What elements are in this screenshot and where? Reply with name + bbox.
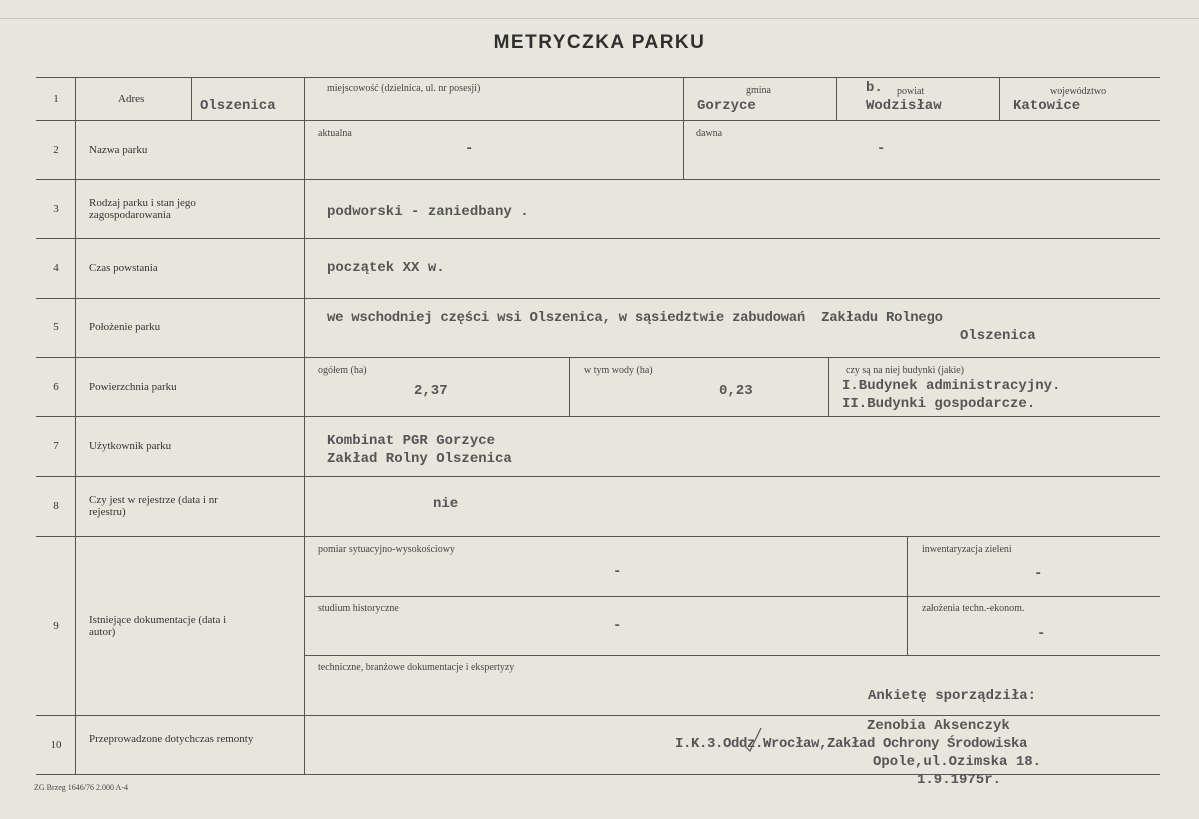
row-label-dokumentacje: Istniejące dokumentacje (data i autor) [89, 614, 227, 638]
row-label-uzytkownik: Użytkownik parku [89, 440, 172, 452]
grid-line [907, 536, 908, 655]
signature-line3: I.K.3.Oddz.Wrocław,Zakład Ochrony Środowiska [675, 736, 1028, 752]
row-label-adres: Adres [118, 93, 145, 105]
grid-line [36, 120, 1160, 121]
header-ogolem: ogółem (ha) [318, 365, 367, 376]
value-polozenie-line2: Olszenica [960, 328, 1036, 344]
signature-line2: Zenobia Aksenczyk [867, 718, 1010, 734]
grid-line [36, 298, 1160, 299]
value-rejestr: nie [433, 496, 459, 512]
header-wojewodztwo: województwo [1050, 86, 1107, 97]
grid-line [36, 238, 1160, 239]
print-footer: ZG Brzeg 1646/76 2.000 A-4 [34, 783, 128, 792]
header-wody: w tym wody (ha) [584, 365, 653, 376]
form-title: METRYCZKA PARKU [493, 32, 706, 53]
grid-line [304, 77, 305, 774]
header-aktualna: aktualna [318, 128, 352, 139]
row-number: 5 [53, 321, 59, 333]
value-rodzaj: podworski - zaniedbany . [327, 204, 529, 220]
header-zalozenia: założenia techn.-ekonom. [922, 603, 1025, 614]
row-number: 1 [53, 93, 59, 105]
value-wojewodztwo: Katowice [1013, 98, 1081, 114]
header-inwentaryzacja: inwentaryzacja zieleni [922, 544, 1012, 555]
value-budynki-2: II.Budynki gospodarcze. [842, 396, 1036, 412]
row-label-remonty: Przeprowadzone dotychczas remonty [89, 733, 254, 745]
row-number: 3 [53, 203, 59, 215]
header-gmina: gmina [746, 85, 771, 96]
value-b-prefix: b. [866, 80, 883, 96]
row-number: 7 [53, 440, 59, 452]
value-studium: - [613, 618, 622, 634]
header-pomiar: pomiar sytuacyjno-wysokościowy [318, 544, 455, 555]
row-number: 4 [53, 262, 59, 274]
value-pomiar: - [613, 564, 622, 580]
row-label-nazwa: Nazwa parku [89, 144, 148, 156]
value-miejscowosc: Olszenica [200, 98, 276, 114]
grid-line [36, 357, 1160, 358]
grid-line [36, 77, 1160, 78]
row-number: 10 [50, 739, 62, 751]
value-aktualna: - [465, 141, 474, 157]
grid-line [75, 77, 76, 774]
signature-line5: 1.9.1975r. [917, 772, 1002, 788]
grid-line [36, 715, 1160, 716]
signature-line1: Ankietę sporządziła: [868, 688, 1037, 704]
value-czas: początek XX w. [327, 260, 445, 276]
header-studium: studium historyczne [318, 603, 399, 614]
pen-stroke-icon [743, 726, 763, 752]
header-dawna: dawna [696, 128, 723, 139]
value-inwentaryzacja: - [1034, 566, 1043, 582]
row-label-powierzchnia: Powierzchnia parku [89, 381, 177, 393]
row-label-czas: Czas powstania [89, 262, 158, 274]
grid-line [683, 77, 684, 179]
value-polozenie-line1: we wschodniej części wsi Olszenica, w sąsiedztwie zabudowań Zakładu Rolnego [327, 310, 943, 326]
value-budynki-1: I.Budynek administracyjny. [842, 378, 1061, 394]
grid-line [36, 536, 1160, 537]
grid-line [304, 655, 1160, 656]
header-powiat: powiat [897, 86, 925, 97]
row-label-rejestr: Czy jest w rejestrze (data i nr rejestru) [89, 494, 218, 518]
signature-line4: Opole,ul.Ozimska 18. [873, 754, 1042, 770]
grid-line [836, 77, 837, 120]
value-powiat: Wodzisław [866, 98, 942, 114]
row-number: 2 [53, 144, 59, 156]
grid-line [191, 77, 192, 120]
grid-line [304, 596, 1160, 597]
row-number: 8 [53, 500, 59, 512]
value-gmina: Gorzyce [697, 98, 756, 114]
value-zalozenia: - [1037, 626, 1046, 642]
header-techniczne: techniczne, branżowe dokumentacje i ekspertyzy [318, 662, 515, 673]
row-number: 6 [53, 381, 59, 393]
grid-line [569, 357, 570, 416]
value-uzytkownik-line2: Zakład Rolny Olszenica [327, 451, 512, 467]
grid-line [36, 416, 1160, 417]
page-top-edge [0, 18, 1199, 19]
grid-line [36, 476, 1160, 477]
value-ogolem: 2,37 [414, 383, 448, 399]
value-dawna: - [877, 141, 886, 157]
header-budynki: czy są na niej budynki (jakie) [846, 365, 965, 376]
grid-line [999, 77, 1000, 120]
value-wody: 0,23 [719, 383, 753, 399]
row-label-rodzaj: Rodzaj parku i stan jego zagospodarowania [89, 197, 196, 221]
header-miejscowosc: miejscowość (dzielnica, ul. nr posesji) [327, 83, 481, 94]
value-uzytkownik-line1: Kombinat PGR Gorzyce [327, 433, 496, 449]
row-number: 9 [53, 620, 59, 632]
grid-line [828, 357, 829, 416]
grid-line [36, 179, 1160, 180]
row-label-polozenie: Położenie parku [89, 321, 161, 333]
